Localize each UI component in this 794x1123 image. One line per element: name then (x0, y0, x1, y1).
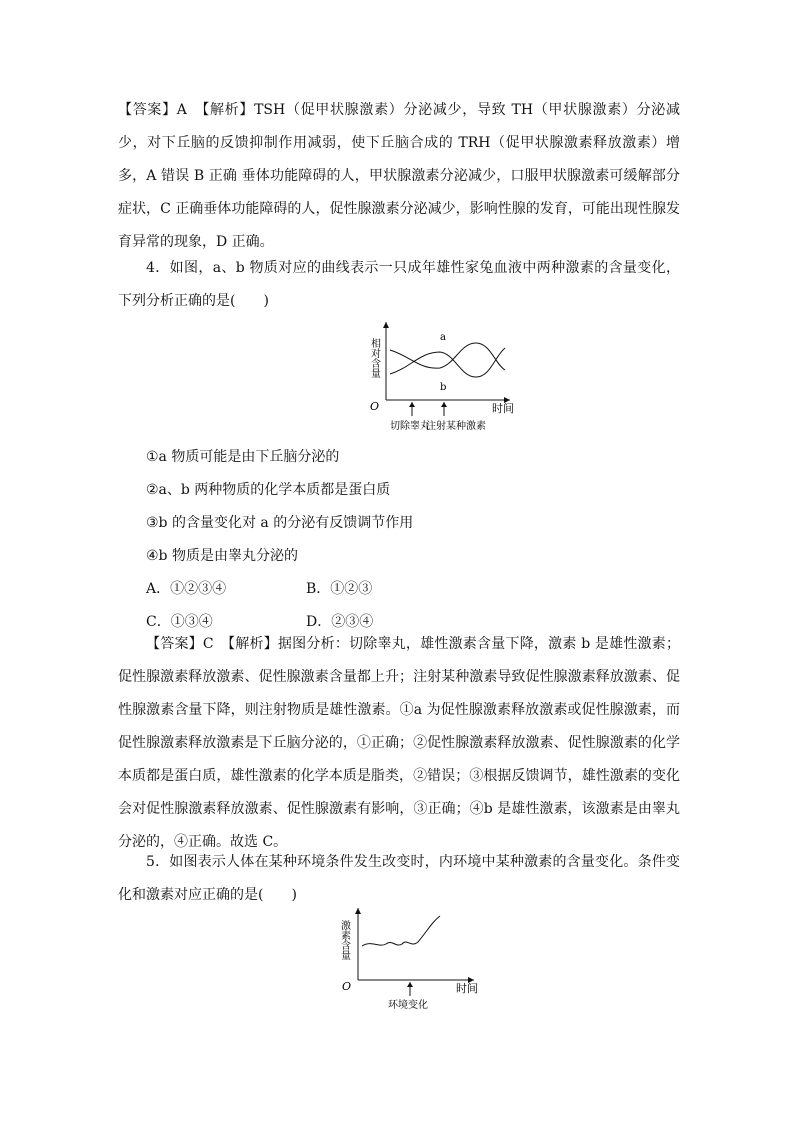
question-5-stem: 5．如图表示人体在某种环境条件发生改变时，内环境中某种激素的含量变化。条件变化和激素对应正确的是( ) (118, 854, 680, 903)
fig4-origin: O (370, 400, 380, 413)
fig4-xlabel: 时间 (492, 402, 514, 415)
question-4-figure (360, 318, 560, 438)
statement-3: ③b 的含量变化对 a 的分泌有反馈调节作用 (146, 515, 414, 531)
fig5-ylabel: 激素含量 (338, 920, 350, 960)
option-d[interactable]: D．②③④ (306, 614, 374, 630)
option-b[interactable]: B．①②③ (306, 581, 373, 597)
curve-b (390, 348, 505, 377)
option-c[interactable]: C．①③④ (146, 614, 213, 630)
statement-4: ④b 物质是由睾丸分泌的 (146, 548, 298, 564)
fig4-curve-a-label: a (440, 332, 446, 343)
fig4-event1-label: 切除睾丸 (390, 421, 430, 432)
fig4-curve-b-label: b (440, 382, 447, 393)
question-5-figure (334, 904, 504, 1014)
answer-4-explanation: 【答案】C 【解析】据图分析：切除睾丸，雄性激素含量下降，激素 b 是雄性激素；促性腺激素释放激素、促性腺激素含量都上升；注射某种激素导致促性腺激素释放激素、促性腺激素含量下降，则注射物质是雄性激素。①a 为促性腺激素释放激素或促性腺激素，而促性腺激素释放激素是下丘脑分泌的，①正确；②促性腺激素释放激素、促性腺激素的化学本质都是蛋白质，雄性激素的化学本质是脂类，②错误；③根据反馈调节，雄性激素的变化会对促性腺激素释放激素、促性腺激素有影响，③正确；④b 是雄性激素，该激素是由睾丸分泌的，④正确。故选 C。 (118, 636, 680, 850)
fig5-event-label: 环境变化 (388, 1000, 428, 1011)
option-a[interactable]: A．①②③④ (146, 581, 227, 597)
fig4-event2-label: 注射某种激素 (426, 421, 486, 432)
statement-2: ②a、b 两种物质的化学本质都是蛋白质 (146, 482, 391, 498)
fig5-curve (362, 916, 440, 946)
statement-1: ①a 物质可能是由下丘脑分泌的 (146, 449, 340, 465)
fig5-xlabel: 时间 (456, 982, 478, 995)
question-4-stem: 4．如图，a、b 物质对应的曲线表示一只成年雄性家兔血液中两种激素的含量变化，下列分析正确的是( ) (118, 260, 680, 309)
fig4-ylabel: 相对含量 (368, 338, 380, 378)
fig5-origin: O (342, 980, 352, 993)
answer-3-explanation: 【答案】A 【解析】TSH（促甲状腺激素）分泌减少，导致 TH（甲状腺激素）分泌减少，对下丘脑的反馈抑制作用减弱，使下丘脑合成的 TRH（促甲状腺激素释放激素）增多，A 错误 B 正确 垂体功能障碍的人，甲状腺激素分泌减少，口服甲状腺激素可缓解部分症状，C 正确垂体功能障碍的人，促性腺激素分泌减少，影响性腺的发育，可能出现性腺发育异常的现象，D 正确。 (118, 102, 680, 250)
